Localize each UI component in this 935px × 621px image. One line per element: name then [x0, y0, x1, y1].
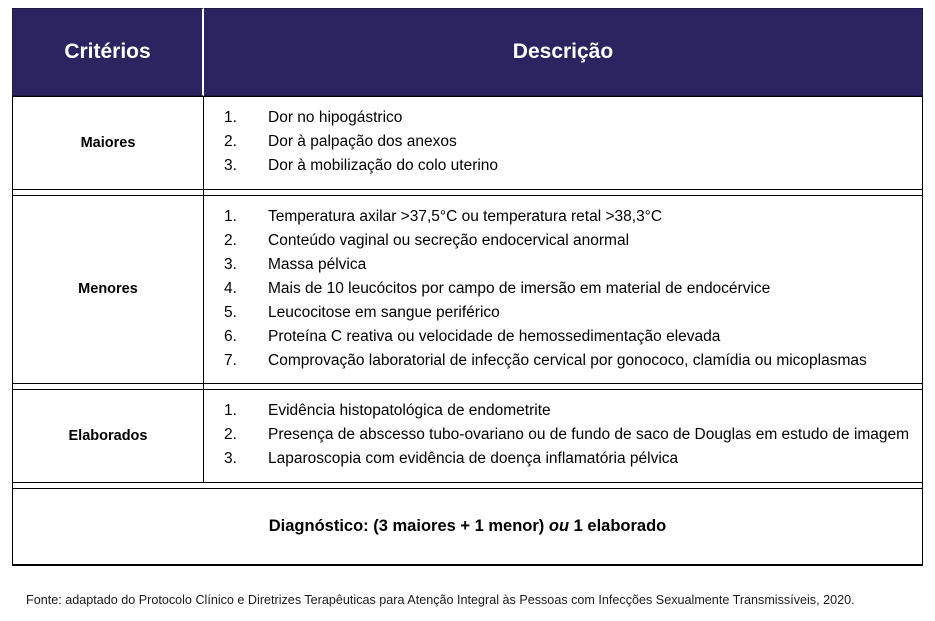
criteria-list-maiores [216, 107, 910, 177]
criteria-list-elaborados [216, 400, 910, 470]
criteria-list-menores [216, 206, 910, 372]
row-description-maiores [204, 96, 923, 190]
table-body [12, 96, 923, 566]
table-row-diagnosis [12, 488, 923, 566]
source-note: Fonte: adaptado do Protocolo Clínico e Diretrizes Terapêuticas para Atenção Integral às Pessoas com Infecções Sexualmente Transmissíveis, 2020. [26, 593, 855, 607]
row-description-menores [204, 195, 923, 385]
list-item: Laparoscopia com evidência de doença inflamatória pélvica [268, 450, 679, 467]
list-item: Dor à mobilização do colo uterino [268, 157, 499, 174]
criteria-table [12, 8, 923, 566]
diagnosis-prefix: Diagnóstico: (3 maiores + 1 menor) [268, 516, 549, 535]
list-item: Dor no hipogástrico [268, 109, 403, 126]
list-item: Mais de 10 leucócitos por campo de imersão em material de endocérvice [268, 279, 771, 297]
table-header-row [12, 8, 923, 96]
table-row-menores [12, 195, 923, 385]
list-item: Evidência histopatológica de endometrite [268, 402, 551, 419]
diagnosis-summary [12, 488, 923, 566]
diagnosis-suffix: 1 elaborado [569, 516, 667, 535]
list-item: Comprovação laboratorial de infecção cervical por gonococo, clamídia ou micoplasmas [268, 351, 867, 369]
table-row-maiores [12, 96, 923, 190]
list-item: Massa pélvica [268, 255, 367, 273]
row-label-menores: Menores [12, 195, 204, 385]
diagnosis-emphasis: ou [548, 516, 570, 535]
column-header-description: Descrição [204, 8, 923, 96]
row-label-maiores: Maiores [12, 96, 204, 190]
table-header [12, 8, 923, 96]
row-description-elaborados [204, 389, 923, 483]
column-header-criteria: Critérios [12, 8, 204, 96]
list-item: Temperatura axilar >37,5°C ou temperatura retal >38,3°C [268, 207, 663, 225]
row-label-elaborados: Elaborados [12, 389, 204, 483]
table-row-elaborados [12, 389, 923, 483]
list-item: Dor à palpação dos anexos [268, 133, 457, 150]
list-item: Leucocitose em sangue periférico [268, 303, 500, 321]
list-item: Proteína C reativa ou velocidade de hemossedimentação elevada [268, 327, 721, 345]
list-item: Conteúdo vaginal ou secreção endocervical anormal [268, 231, 630, 249]
list-item: Presença de abscesso tubo-ovariano ou de fundo de saco de Douglas em estudo de imagem [268, 426, 910, 443]
